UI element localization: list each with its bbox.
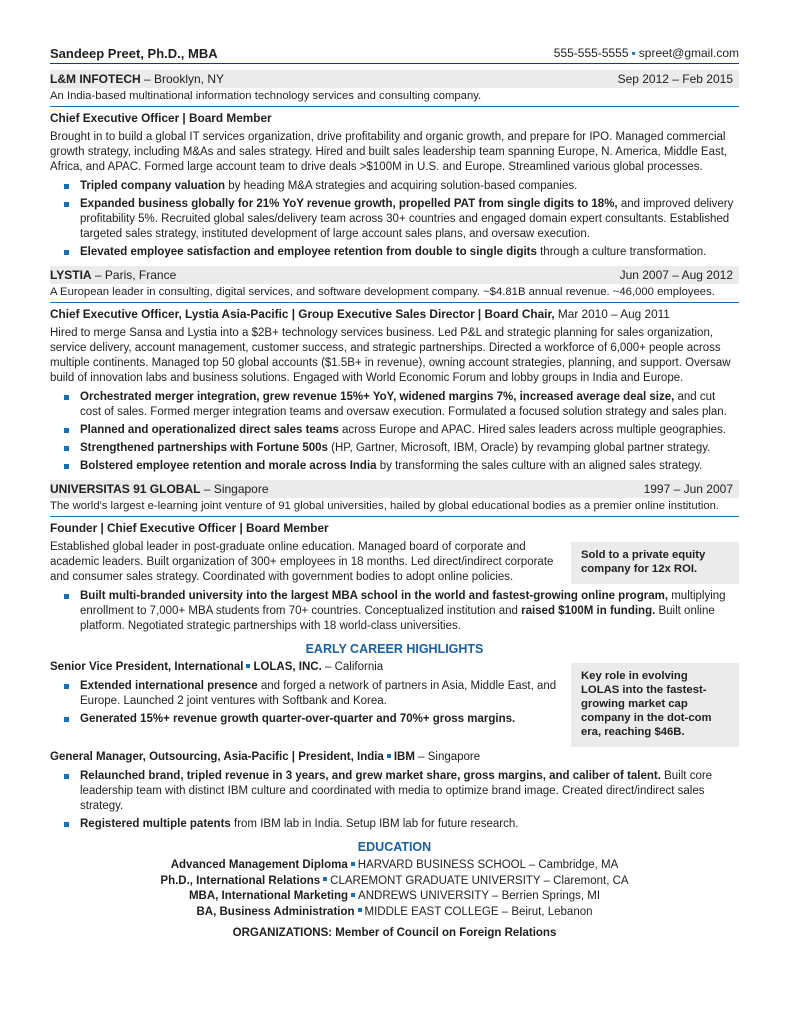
achievement-list — [50, 679, 570, 727]
job-entry — [50, 266, 739, 474]
bullet-icon — [64, 184, 69, 189]
separator-icon — [351, 893, 355, 897]
achievement-list — [50, 390, 739, 474]
company-description: The world's largest e-learning joint venture of 91 global universities, hailed by global educational bodies as a premier online institution. — [50, 498, 739, 517]
achievement-list — [50, 589, 739, 634]
company-location: – Paris, France — [91, 268, 177, 282]
contact-info — [554, 46, 739, 61]
bullet-icon — [64, 594, 69, 599]
bullet-text: through a culture transformation. — [536, 246, 707, 258]
company-name: L&M INFOTECH — [50, 72, 141, 86]
role-dates: Mar 2010 – Aug 2011 — [554, 307, 670, 321]
early-role-ibm — [50, 750, 739, 832]
bullet-text: (HP, Gartner, Microsoft, IBM, Oracle) by revamping global partner strategy. — [327, 442, 711, 454]
list-item — [50, 390, 739, 420]
education-list — [50, 858, 739, 920]
list-item — [50, 874, 739, 890]
degree: Ph.D., International Relations — [160, 874, 321, 887]
bullet-text: by transforming the sales culture with an aligned sales strategy. — [376, 460, 703, 472]
separator-icon — [246, 664, 250, 668]
bullet-icon — [64, 717, 69, 722]
bullet-icon — [64, 684, 69, 689]
list-item — [50, 905, 739, 921]
list-item — [50, 817, 739, 832]
bullet-highlight: Extended international presence — [80, 680, 258, 692]
bullet-text: and improved delivery profitability 5%. Recruited global sales/delivery team across 30+ countries and engaged domain expert consultants. Established targeted sales strategy, instituted development of large account sales plans, and oversaw execution. — [80, 198, 734, 240]
bullet-icon — [64, 428, 69, 433]
school: HARVARD BUSINESS SCHOOL – Cambridge, MA — [357, 859, 619, 871]
role-name: Chief Executive Officer, Lystia Asia-Pacific | Group Executive Sales Director | Board Chair, — [50, 307, 555, 321]
bullet-highlight: raised $100M in funding. — [521, 605, 656, 617]
bullet-icon — [64, 822, 69, 827]
role-name: General Manager, Outsourcing, Asia-Pacific | President, India — [50, 751, 384, 763]
company-description: An India-based multinational information technology services and consulting company. — [50, 88, 739, 107]
list-item — [50, 679, 570, 709]
job-dates: Sep 2012 – Feb 2015 — [617, 72, 733, 86]
list-item — [50, 441, 739, 456]
bullet-text: from IBM lab in India. Setup IBM lab for future research. — [230, 818, 519, 830]
separator-icon — [351, 862, 355, 866]
degree: MBA, International Marketing — [188, 890, 349, 902]
company-location: – Brooklyn, NY — [140, 72, 225, 86]
bullet-highlight: Relaunched brand, tripled revenue in 3 years, and grew market share, gross margins, and caliber of talent. — [80, 770, 661, 782]
bullet-text: by heading M&A strategies and acquiring solution-based companies. — [225, 180, 578, 192]
role-title: Chief Executive Officer | Board Member — [50, 111, 272, 125]
job-bar — [50, 480, 739, 498]
separator-icon — [323, 877, 327, 881]
list-item — [50, 197, 739, 242]
bullet-highlight: Planned and operationalized direct sales teams — [80, 424, 339, 436]
degree: BA, Business Administration — [196, 905, 355, 918]
list-item — [50, 245, 739, 260]
candidate-name: Sandeep Preet, Ph.D., MBA — [50, 46, 218, 61]
callout-box: Sold to a private equity company for 12x ROI. — [571, 542, 739, 584]
bullet-text: Built core leadership team with distinct IBM culture and coordinated with media to optimize brand image. Created direct/indirect sales strategy. — [80, 770, 713, 812]
job-entry — [50, 70, 739, 260]
role-title — [50, 660, 570, 675]
bullet-text: Built online platform. Negotiated strategic partnerships with 18 world-class universities. — [80, 605, 715, 632]
job-bar — [50, 70, 739, 88]
section-title: EDUCATION — [357, 840, 432, 854]
role-summary: Established global leader in post-graduate online education. Managed board of corporate and academic leaders. Built organization of 300+ employees in 18 months. Led direct/indirect corporate and consumer sales strategy. Coordinated with government bodies to adopt online policies. — [50, 541, 554, 583]
role-title — [50, 750, 739, 765]
separator-icon — [387, 754, 391, 758]
separator-icon: ▪ — [631, 46, 636, 60]
list-item — [50, 423, 739, 438]
job-bar — [50, 266, 739, 284]
role-name: Senior Vice President, International — [50, 661, 244, 673]
phone-number: 555-555-5555 — [553, 46, 629, 60]
bullet-highlight: Expanded business globally for 21% YoY revenue growth, propelled PAT from single digits to 18%, — [80, 198, 618, 210]
job-dates: 1997 – Jun 2007 — [643, 482, 733, 496]
bullet-highlight: Orchestrated merger integration, grew revenue 15%+ YoY, widened margins 7%, increased average deal size, — [80, 391, 675, 403]
list-item — [50, 858, 739, 874]
achievement-list — [50, 179, 739, 260]
early-role-content — [50, 657, 570, 730]
bullet-text: and cut cost of sales. Formed merger integration teams and oversaw execution. Formulated a focused solution strategy and sales plan. — [80, 391, 727, 418]
achievement-list — [50, 769, 739, 832]
bullet-icon — [64, 774, 69, 779]
bullet-icon — [64, 446, 69, 451]
company-location: – California — [321, 661, 384, 673]
summary-with-callout — [50, 536, 739, 585]
bullet-icon — [64, 202, 69, 207]
list-item — [50, 459, 739, 474]
company-location: – Singapore — [200, 482, 269, 496]
email-address: spreet@gmail.com — [638, 46, 739, 60]
role-summary: Hired to merge Sansa and Lystia into a $2B+ technology services business. Led P&L and strategic planning for sales organization, service delivery, account management, customer success, and strategic partnerships. Directed a workforce of 6,000+ people across multiple continents. Managed top 50 global accounts ($1.5B+ in revenue), owning account strategies, planning, and support. Oversaw build of innovation labs and business solutions. Engaged with World Economic Forum and lobby groups in India and Europe. — [50, 327, 731, 384]
company-name: LYSTIA — [50, 268, 92, 282]
separator-icon — [358, 908, 362, 912]
bullet-highlight: Built multi-branded university into the largest MBA school in the world and fastest-growing online program, — [80, 590, 669, 602]
bullet-highlight: Registered multiple patents — [80, 818, 231, 830]
company-location: – Singapore — [414, 751, 481, 763]
bullet-text: multiplying enrollment to 7,000+ MBA students from 70+ countries. Conceptualized institution and — [80, 590, 726, 617]
list-item — [50, 179, 739, 194]
early-role-lolas — [50, 657, 739, 747]
job-dates: Jun 2007 – Aug 2012 — [619, 268, 733, 282]
bullet-icon — [64, 395, 69, 400]
bullet-icon — [64, 464, 69, 469]
organizations: ORGANIZATIONS: Member of Council on Foreign Relations — [232, 927, 557, 939]
degree: Advanced Management Diploma — [170, 859, 348, 871]
bullet-highlight: Generated 15%+ revenue growth quarter-over-quarter and 70%+ gross margins. — [80, 713, 516, 725]
list-item — [50, 769, 739, 814]
bullet-highlight: Tripled company valuation — [80, 180, 226, 192]
school: ANDREWS UNIVERSITY – Berrien Springs, MI — [358, 890, 601, 902]
bullet-highlight: Strengthened partnerships with Fortune 500s — [80, 442, 328, 454]
bullet-text: and forged a network of partners in Asia, Middle East, and Europe. Launched 2 joint ventures with Softbank and Korea. — [80, 680, 557, 707]
role-title — [50, 307, 739, 322]
bullet-highlight: Bolstered employee retention and morale across India — [80, 460, 377, 472]
job-entry — [50, 480, 739, 634]
role-title: Founder | Chief Executive Officer | Board Member — [50, 521, 329, 535]
list-item — [50, 889, 739, 905]
list-item — [50, 712, 570, 727]
company-name: IBM — [393, 751, 415, 763]
role-summary: Brought in to build a global IT services organization, drive profitability and organic growth, and prepare for IPO. Managed commercial growth strategy, including M&As and sales strategy. Hired and built sales leadership team spanning Europe, N. America, Middle East, Africa, and APAC. Formed large account team to drive deals >$100M in U.S. and Europe. Streamlined various global processes. — [50, 131, 728, 173]
company-name: UNIVERSITAS 91 GLOBAL — [50, 482, 201, 496]
school: MIDDLE EAST COLLEGE – Beirut, Lebanon — [364, 905, 593, 918]
bullet-text: across Europe and APAC. Hired sales leaders across multiple geographies. — [338, 424, 726, 436]
company-description: A European leader in consulting, digital services, and software development company. ~$4.81B annual revenue. ~46,000 employees. — [50, 284, 739, 303]
school: CLAREMONT GRADUATE UNIVERSITY – Claremont, CA — [330, 874, 629, 887]
section-title: EARLY CAREER HIGHLIGHTS — [305, 642, 484, 656]
list-item — [50, 589, 739, 634]
callout-box: Key role in evolving LOLAS into the fastest-growing market cap company in the dot-com era, reaching $46B. — [571, 663, 739, 747]
bullet-icon — [64, 250, 69, 255]
resume-header — [50, 46, 739, 64]
bullet-highlight: Elevated employee satisfaction and employee retention from double to single digits — [80, 246, 537, 258]
company-name: LOLAS, INC. — [253, 661, 322, 673]
